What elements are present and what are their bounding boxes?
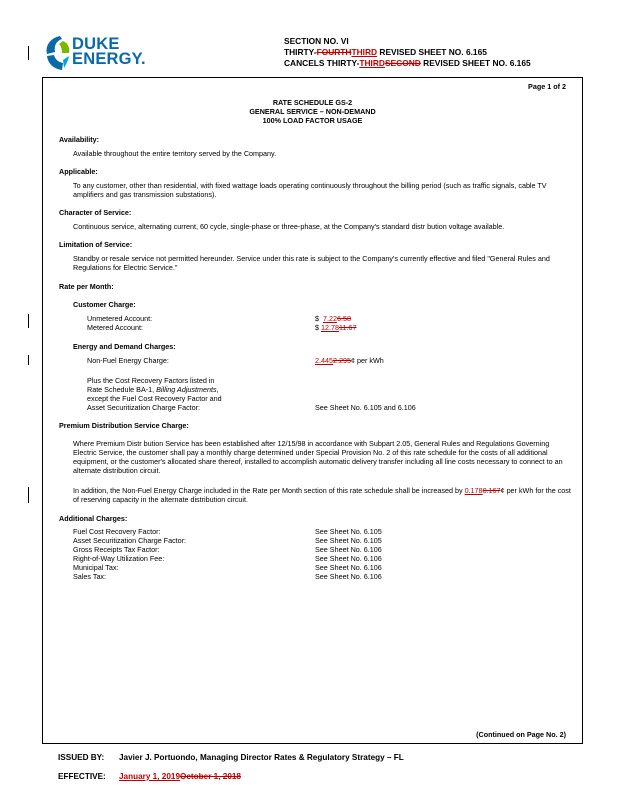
plus-cost-value: See Sheet No. 6.105 and 6.106 [315, 403, 416, 412]
metered-label: Metered Account: [87, 323, 143, 332]
additional-item-value: See Sheet No. 6.106 [315, 572, 382, 581]
unmetered-label: Unmetered Account: [87, 314, 153, 323]
rate-schedule-subtitle: GENERAL SERVICE – NON-DEMAND [249, 107, 376, 116]
revised-sheet-line: THIRTY-FOURTHTHIRD REVISED SHEET NO. 6.165 [284, 47, 487, 57]
additional-item-value: See Sheet No. 6.105 [315, 527, 382, 536]
limitation-heading: Limitation of Service: [59, 240, 133, 249]
additional-item-label: Municipal Tax: [73, 563, 119, 572]
logo-word-duke: DUKE [72, 35, 120, 53]
limitation-text: Standby or resale service not permitted hereunder. Service under this rate is subject to the Company's currently effective and filed "General Rules and Regulations for Electric Service." [73, 254, 550, 272]
additional-item-label: Gross Receipts Tax Factor: [73, 545, 160, 554]
applicable-text: To any customer, other than residential, with fixed wattage loads operating continuously throughout the billing period (such as traffic signals, cable TV amplifiers and gas transmission substations). [73, 181, 547, 199]
metered-value: $ 12.7811.67 [315, 323, 357, 332]
rate-schedule-title: RATE SCHEDULE GS-2 [272, 98, 353, 107]
revision-bar [28, 355, 29, 365]
availability-heading: Availability: [59, 135, 100, 144]
premium-heading: Premium Distribution Service Charge: [59, 421, 189, 430]
additional-item-value: See Sheet No. 6.105 [315, 536, 382, 545]
nonfuel-value: 2.4452.295¢ per kWh [315, 356, 384, 365]
page-number: Page 1 of 2 [528, 82, 566, 91]
additional-item-value: See Sheet No. 6.106 [315, 563, 382, 572]
issued-by-label: ISSUED BY: [58, 753, 105, 762]
additional-item-value: See Sheet No. 6.106 [315, 554, 382, 563]
unmetered-value: $ 7.226.58 [315, 314, 351, 323]
rate-schedule-usage: 100% LOAD FACTOR USAGE [262, 116, 363, 125]
additional-item-label: Asset Securitization Charge Factor: [73, 536, 187, 545]
continued-note: (Continued on Page No. 2) [476, 730, 566, 739]
additional-item-value: See Sheet No. 6.106 [315, 545, 382, 554]
effective-label: EFFECTIVE: [58, 772, 106, 781]
tariff-sheet-box [42, 77, 583, 744]
premium-paragraph-2: In addition, the Non-Fuel Energy Charge included in the Rate per Month section of this rate schedule shall be increased by 0.1780.167¢ per kWh for the cost of reserving capacity in the alternate distribution circuit. [73, 486, 571, 504]
additional-item-label: Sales Tax: [73, 572, 107, 581]
cancels-sheet-line: CANCELS THIRTY-THIRDSECOND REVISED SHEET NO. 6.165 [284, 58, 531, 68]
plus-cost-line-2: Rate Schedule BA-1, Billing Adjustments, [87, 385, 219, 394]
customer-charge-heading: Customer Charge: [73, 300, 136, 309]
issued-by-value: Javier J. Portuondo, Managing Director Rates & Regulatory Strategy – FL [119, 753, 404, 762]
plus-cost-line-1: Plus the Cost Recovery Factors listed in [87, 376, 215, 385]
revision-bar [28, 314, 29, 328]
revision-bar [28, 46, 29, 60]
nonfuel-label: Non-Fuel Energy Charge: [87, 356, 169, 365]
section-number: SECTION NO. VI [284, 36, 349, 46]
character-text: Continuous service, alternating current, 60 cycle, single-phase or three-phase, at the Company's standard distr bution voltage available. [73, 222, 505, 231]
energy-demand-heading: Energy and Demand Charges: [73, 342, 176, 351]
rate-heading: Rate per Month: [59, 282, 114, 291]
revision-bar [28, 487, 29, 503]
premium-paragraph-1: Where Premium Distr bution Service has been established after 12/15/98 in accordance with Subpart 2.05, General Rules and Regulations Governing Electric Service, the customer shall pay a monthly charge determined under Special Provision No. 2 of this rate schedule for the costs of all additional equipment, or the customer's allocated share thereof, installed to accomplish automatic delivery transfer including all line costs necessary to connect to an alternate distribution circuit. [73, 439, 563, 475]
logo-word-energy: ENERGY. [72, 50, 146, 68]
effective-date: January 1, 2019October 1, 2018 [119, 772, 241, 781]
duke-energy-logo-mark-icon [42, 32, 72, 74]
character-heading: Character of Service: [59, 208, 132, 217]
availability-text: Available throughout the entire territory served by the Company. [73, 149, 277, 158]
plus-cost-line-3: except the Fuel Cost Recovery Factor and [87, 394, 222, 403]
applicable-heading: Applicable: [59, 167, 98, 176]
additional-item-label: Right-of-Way Utilization Fee: [73, 554, 165, 563]
duke-energy-logo [42, 32, 154, 76]
plus-cost-line-4: Asset Securitization Charge Factor: [87, 403, 201, 412]
additional-charges-heading: Additional Charges: [59, 514, 128, 523]
additional-item-label: Fuel Cost Recovery Factor: [73, 527, 161, 536]
